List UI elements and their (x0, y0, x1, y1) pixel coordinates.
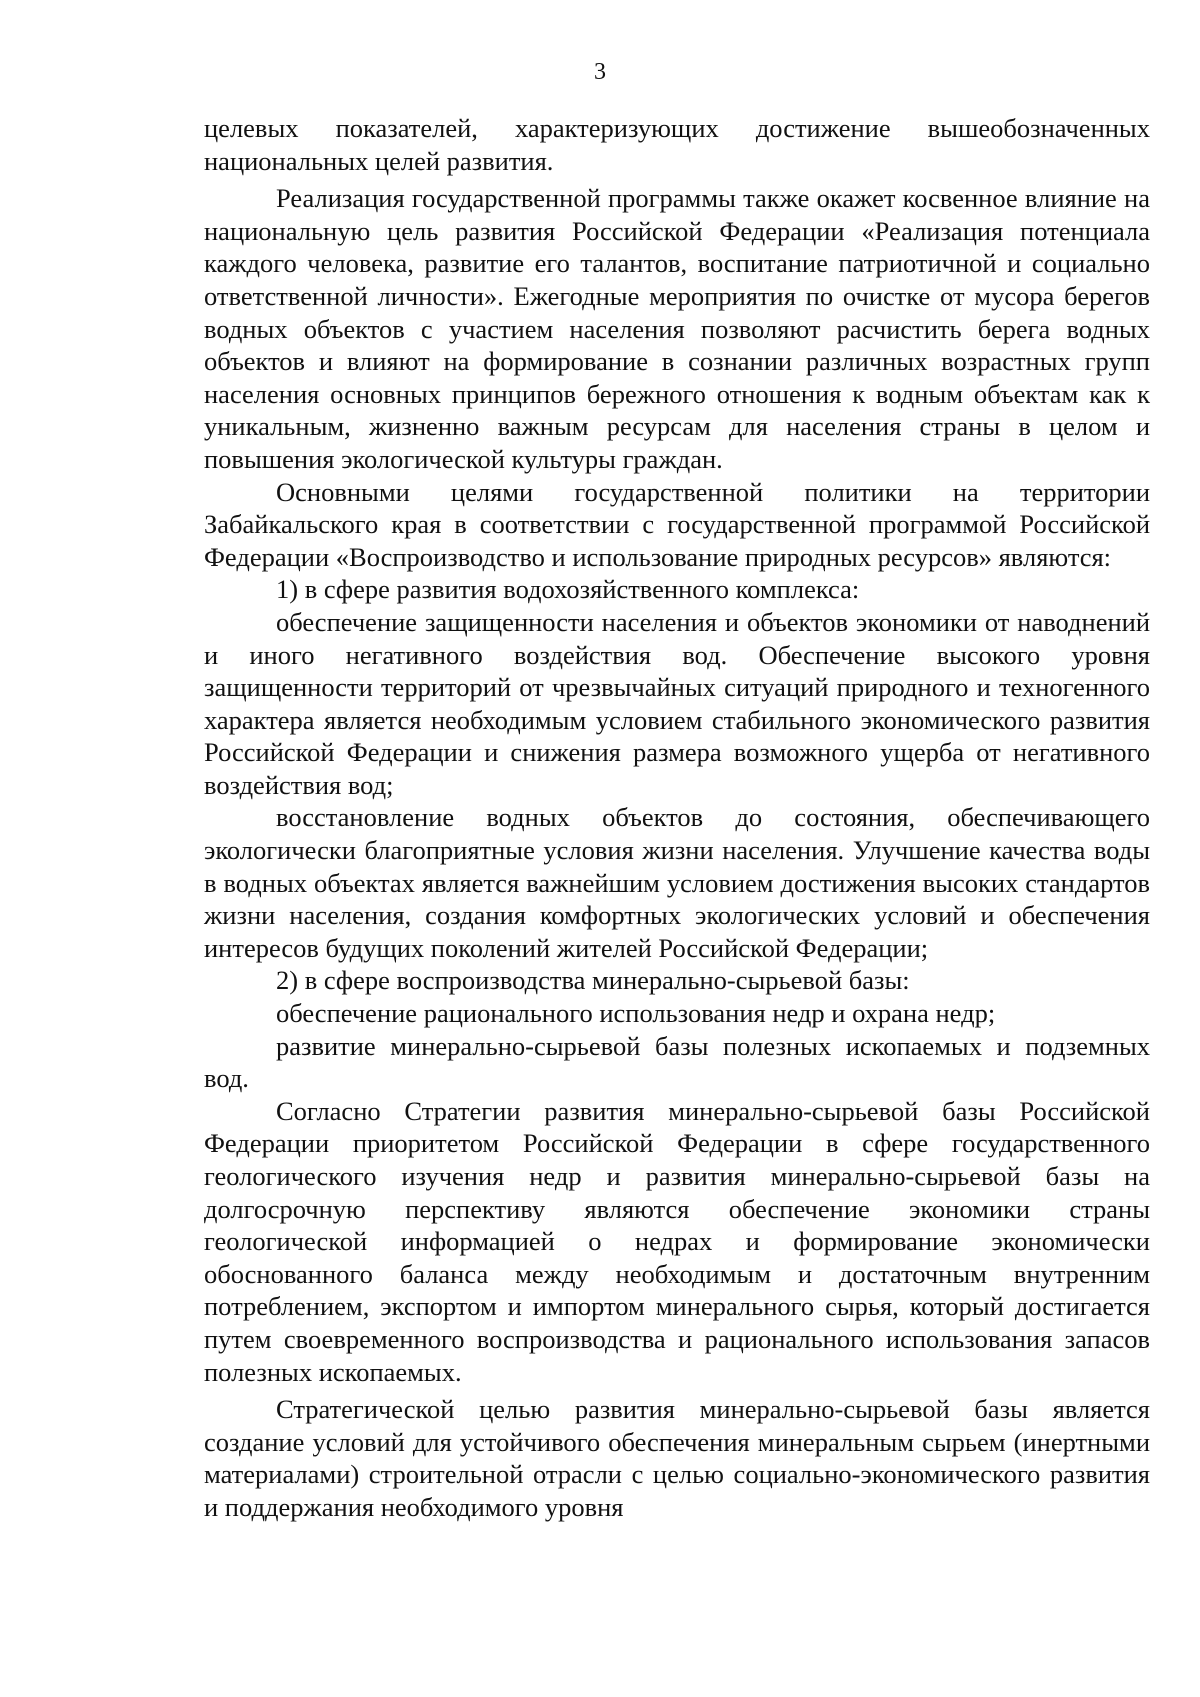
paragraph: Согласно Стратегии развития минерально-сырьевой базы Российской Федерации приоритетом Российской Федерации в сфере государственного геологического изучения недр и развития минерально-сырьевой базы на долгосрочную перспективу являются обеспечение экономики страны геологической информацией о недрах и формирование экономически обоснованного баланса между необходимым и достаточным внутренним потреблением, экспортом и импортом минерального сырья, который достигается путем своевременного воспроизводства и рационального использования запасов полезных ископаемых. (204, 1095, 1150, 1387)
list-item: обеспечение защищенности населения и объектов экономики от наводнений и иного негативного воздействия вод. Обеспечение высокого уровня защищенности территорий от чрезвычайных ситуаций природного и техногенного характера является необходимым условием стабильного экономического развития Российской Федерации и снижения размера возможного ущерба от негативного воздействия вод; (204, 606, 1150, 800)
list-item: обеспечение рационального использования недр и охрана недр; (276, 998, 996, 1029)
paragraph: Основными целями государственной политики на территории Забайкальского края в соответствии с государственной программой Российской Федерации «Воспроизводство и использование природных ресурсов» являются: (204, 476, 1150, 572)
paragraph: Реализация государственной программы также окажет косвенное влияние на национальную цель развития Российской Федерации «Реализация потенциала каждого человека, развитие его талантов, воспитание патриотичной и социально ответственной личности». Ежегодные мероприятия по очистке от мусора берегов водных объектов с участием населения позволяют расчистить берега водных объектов и влияют на формирование в сознании различных возрастных групп населения основных принципов бережного отношения к водным объектам как к уникальным, жизненно важным ресурсам для населения страны в целом и повышения экологической культуры граждан. (204, 183, 1150, 474)
list-item: восстановление водных объектов до состояния, обеспечивающего экологически благоприятные условия жизни населения. Улучшение качества воды в водных объектах является важнейшим условием достижения высоких стандартов жизни населения, создания комфортных экологических условий и обеспечения интересов будущих поколений жителей Российской Федерации; (204, 802, 1150, 963)
list-heading: 2) в сфере воспроизводства минерально-сырьевой базы: (276, 965, 910, 996)
page-number: 3 (594, 59, 606, 85)
paragraph: целевых показателей, характеризующих достижение вышеобозначенных национальных целей развития. (204, 113, 1150, 176)
document-body (204, 112, 1150, 1524)
list-heading: 1) в сфере развития водохозяйственного комплекса: (276, 574, 860, 605)
paragraph: Стратегической целью развития минерально-сырьевой базы является создание условий для устойчивого обеспечения минеральным сырьем (инертными материалами) строительной отрасли с целью социально-экономического развития и поддержания необходимого уровня (204, 1394, 1150, 1522)
list-item: развитие минерально-сырьевой базы полезных ископаемых и подземных вод. (204, 1030, 1150, 1094)
